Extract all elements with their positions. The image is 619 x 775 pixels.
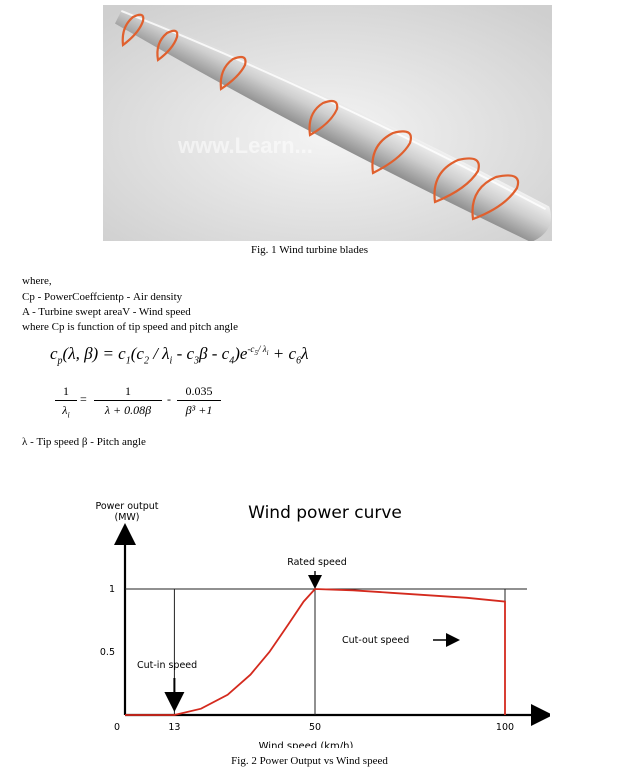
annotation-rated-speed: Rated speed <box>287 557 347 568</box>
watermark-text: www.Learn... <box>178 133 313 158</box>
y-tick-label: 0.5 <box>99 647 115 658</box>
chart-ylabel: Power output <box>95 501 159 512</box>
chart-ylabel-unit: (MW) <box>114 512 140 523</box>
where-label: where, <box>22 275 52 287</box>
x-tick-label: 100 <box>495 722 515 733</box>
figure-1-caption: Fig. 1 Wind turbine blades <box>251 244 368 256</box>
definition-line-3: where Cp is function of tip speed and pitch angle <box>22 321 238 333</box>
annotation-cut-out-speed: Cut-out speed <box>342 635 410 646</box>
chart-title: Wind power curve <box>248 503 402 523</box>
wind-turbine-blade-image <box>103 5 552 241</box>
equation-cp: $c_p(\lambda$, $\beta) = c_1(c_2 / \lambda_i - c_3\beta - c_4)e^{-c_5/ \lambda_i} + c_6\lambda$ <box>50 344 309 367</box>
y-tick-label: 1 <box>108 584 115 595</box>
figure-2-caption: Fig. 2 Power Output vs Wind speed <box>231 755 388 767</box>
definition-line-1: Cp - PowerCoeffcientρ - Air density <box>22 291 183 303</box>
wind-power-curve-chart <box>80 492 550 748</box>
x-tick-label: 50 <box>308 722 322 733</box>
x-tick-label: 13 <box>168 722 181 733</box>
x-tick-label: 0 <box>113 722 121 733</box>
symbols-line: λ - Tip speed β - Pitch angle <box>22 436 146 448</box>
annotation-cut-in-speed: Cut-in speed <box>137 660 198 671</box>
definition-line-2: A - Turbine swept areaV - Wind speed <box>22 306 191 318</box>
chart-xlabel: Wind speed (km/h) <box>258 741 354 748</box>
exponent: -c5/ λi <box>247 344 269 358</box>
